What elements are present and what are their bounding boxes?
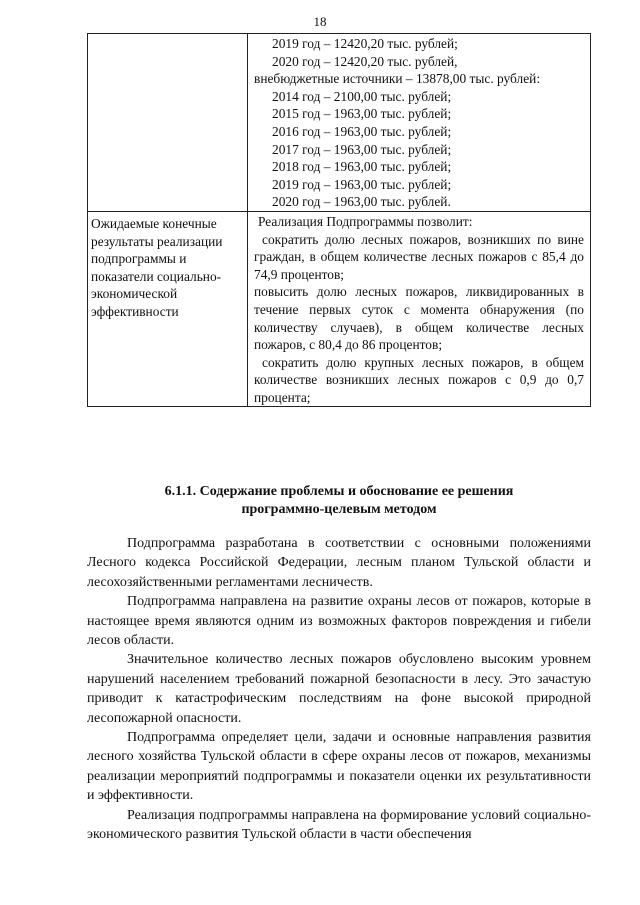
table-row-funding bbox=[88, 34, 591, 212]
funding-line: 2019 год – 1963,00 тыс. рублей; bbox=[272, 176, 452, 192]
page-number: 18 bbox=[313, 14, 327, 29]
funding-line: 2016 год – 1963,00 тыс. рублей; bbox=[272, 123, 452, 139]
results-label: Ожидаемые конечные результаты реализации подпрограммы и показатели социально-экономической эффективности bbox=[91, 215, 223, 319]
results-cell bbox=[248, 211, 591, 407]
program-passport-table bbox=[87, 33, 591, 407]
results-label-cell bbox=[88, 211, 248, 407]
funding-line: 2020 год – 12420,20 тыс. рублей, bbox=[272, 53, 458, 69]
table-row-results bbox=[88, 211, 591, 407]
result-item: повысить долю лесных пожаров, ликвидированных в течение первых суток с момента обнаружения (по количеству случаев), в общем количестве лесных пожаров, с 80,4 до 86 процентов; bbox=[254, 284, 584, 353]
body-text bbox=[87, 534, 591, 845]
section-heading-line: 6.1.1. Содержание проблемы и обоснование ее решения bbox=[164, 484, 514, 499]
funding-line: 2014 год – 2100,00 тыс. рублей; bbox=[272, 88, 452, 104]
paragraph: Реализация подпрограммы направлена на формирование условий социально-экономического развития Тульской области в части обеспечения bbox=[87, 807, 591, 843]
paragraph: Значительное количество лесных пожаров обусловлено высоким уровнем нарушений населением требований пожарной безопасности в лесу. Это зачастую приводит к катастрофическим последствиям на фоне высокой природной лесопожарной опасности. bbox=[87, 652, 591, 726]
section-heading bbox=[87, 483, 591, 519]
results-intro: Реализация Подпрограммы позволит: bbox=[258, 213, 473, 229]
paragraph: Подпрограмма определяет цели, задачи и основные направления развития лесного хозяйства Тульской области в сфере охраны лесов от пожаров, механизмы реализации мероприятий подпрограммы и показатели оценки их результативности и эффективности. bbox=[87, 730, 591, 804]
result-item: сократить долю крупных лесных пожаров, в общем количестве возникших лесных пожаров с 0,9 до 0,7 процента; bbox=[254, 354, 584, 405]
funding-line: 2020 год – 1963,00 тыс. рублей. bbox=[272, 194, 451, 210]
funding-list bbox=[254, 35, 584, 211]
funding-line: 2015 год – 1963,00 тыс. рублей; bbox=[272, 106, 452, 122]
result-item: сократить долю лесных пожаров, возникших по вине граждан, в общем количестве лесных пожаров с 85,4 до 74,9 процентов; bbox=[254, 231, 584, 282]
funding-line: 2017 год – 1963,00 тыс. рублей; bbox=[272, 141, 452, 157]
section-heading-line: программно-целевым методом bbox=[241, 502, 437, 517]
funding-line: 2018 год – 1963,00 тыс. рублей; bbox=[272, 159, 452, 175]
funding-line: 2019 год – 12420,20 тыс. рублей; bbox=[272, 36, 458, 51]
paragraph: Подпрограмма разработана в соответствии с основными положениями Лесного кодекса Российской Федерации, лесным планом Тульской области и лесохозяйственными регламентами лесничеств. bbox=[87, 536, 591, 590]
paragraph: Подпрограмма направлена на развитие охраны лесов от пожаров, которые в настоящее время являются одним из возможных факторов повреждения и гибели лесов области. bbox=[87, 594, 591, 649]
funding-label-cell bbox=[88, 34, 248, 212]
funding-cell bbox=[248, 34, 591, 212]
funding-line: внебюджетные источники – 13878,00 тыс. рублей: bbox=[254, 71, 541, 87]
